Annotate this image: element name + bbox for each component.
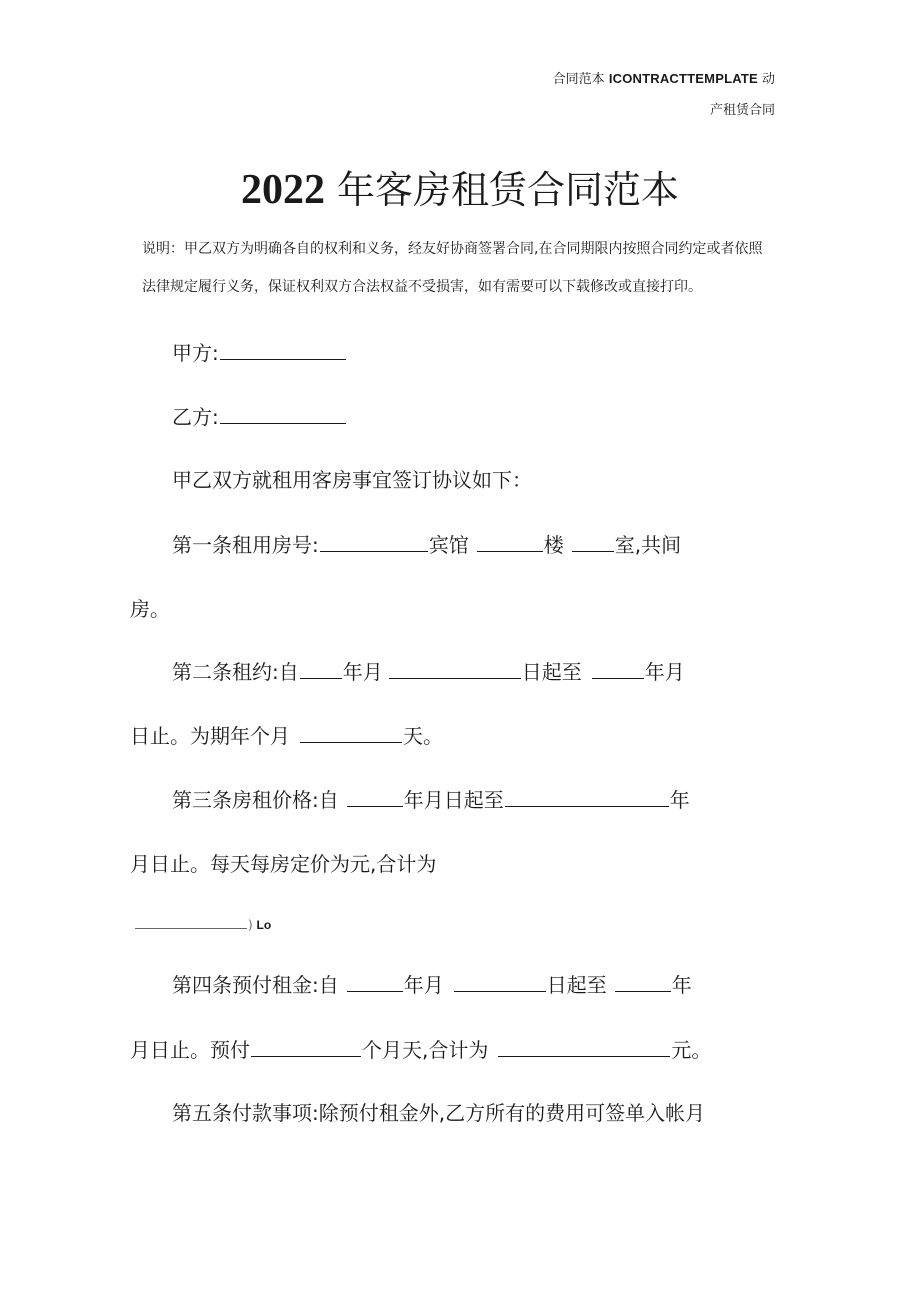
header-prefix: 合同范本 bbox=[552, 72, 609, 87]
article-4-text: 年 bbox=[671, 973, 692, 997]
article-2-text: 年月 bbox=[342, 660, 383, 684]
article-3-line-1 bbox=[172, 786, 690, 814]
party-a-label: 甲方: bbox=[172, 341, 219, 365]
title-text: 年客房租赁合同范本 bbox=[324, 168, 680, 212]
note-line-2: 法律规定履行义务，保证权利双方合法权益不受损害，如有需要可以下载修改或直接打印。 bbox=[142, 279, 702, 295]
blank bbox=[300, 724, 402, 743]
article-1-text: 第一条租用房号: bbox=[172, 533, 319, 557]
article-5-line-1: 第五条付款事项:除预付租金外,乙方所有的费用可签单入帐月 bbox=[172, 1101, 706, 1125]
article-1-text: 室,共间 bbox=[614, 533, 682, 557]
party-a-blank bbox=[220, 341, 346, 360]
article-4-text: 日起至 bbox=[546, 973, 607, 997]
party-a-line bbox=[172, 339, 347, 367]
article-1-text: 楼 bbox=[543, 533, 564, 557]
article-2-line-2 bbox=[130, 722, 443, 750]
article-4-text: 第四条预付租金:自 bbox=[172, 973, 339, 997]
article-2-text: 第二条租约:自 bbox=[172, 660, 299, 684]
blank bbox=[498, 1038, 670, 1057]
note-line-1: 说明：甲乙双方为明确各自的权利和义务，经友好协商签署合同,在合同期限内按照合同约定或者依照 bbox=[142, 241, 763, 257]
blank bbox=[347, 788, 403, 807]
article-4-text: 月日止。预付 bbox=[130, 1038, 250, 1062]
blank bbox=[615, 973, 671, 992]
article-3-text: 年月日起至 bbox=[403, 788, 504, 812]
article-4-text: 个月天,合计为 bbox=[362, 1038, 489, 1062]
blank bbox=[135, 915, 247, 929]
article-3-line-2: 月日止。每天每房定价为元,合计为 bbox=[130, 852, 437, 876]
article-3-line-3 bbox=[134, 915, 271, 932]
article-4-text: 年月 bbox=[403, 973, 444, 997]
article-3-bracket: ) bbox=[248, 918, 253, 932]
article-2-text: 天。 bbox=[403, 724, 443, 748]
article-3-suffix: Lo bbox=[256, 918, 272, 932]
blank bbox=[572, 533, 614, 552]
article-1-line-1 bbox=[172, 531, 681, 559]
header-brand: ICONTRACTTEMPLATE bbox=[608, 71, 758, 86]
header-suffix: 动 bbox=[757, 72, 775, 87]
party-b-blank bbox=[220, 405, 346, 424]
blank bbox=[454, 973, 546, 992]
article-4-text: 元。 bbox=[671, 1038, 712, 1062]
blank bbox=[347, 973, 403, 992]
article-2-text: 日止。为期年个月 bbox=[130, 724, 290, 748]
blank bbox=[320, 533, 428, 552]
header-subtitle: 产租赁合同 bbox=[709, 103, 775, 118]
party-b-line bbox=[172, 403, 347, 431]
title-year: 2022 bbox=[240, 167, 325, 213]
article-3-text: 第三条房租价格:自 bbox=[172, 788, 339, 812]
article-4-line-2 bbox=[130, 1036, 711, 1064]
article-1-line-2: 房。 bbox=[130, 597, 170, 621]
document-title bbox=[0, 166, 920, 214]
article-4-line-1 bbox=[172, 971, 692, 999]
blank bbox=[592, 660, 644, 679]
blank bbox=[251, 1038, 361, 1057]
article-1-text: 宾馆 bbox=[428, 533, 469, 557]
intro-text: 甲乙双方就租用客房事宜签订协议如下： bbox=[172, 468, 532, 492]
blank bbox=[389, 660, 521, 679]
party-b-label: 乙方: bbox=[172, 405, 219, 429]
blank bbox=[505, 788, 669, 807]
article-2-line-1 bbox=[172, 658, 685, 686]
blank bbox=[477, 533, 543, 552]
article-2-text: 日起至 bbox=[521, 660, 582, 684]
article-3-text: 年 bbox=[669, 788, 690, 812]
article-2-text: 年月 bbox=[644, 660, 685, 684]
page-header bbox=[553, 68, 775, 87]
blank bbox=[300, 660, 342, 679]
